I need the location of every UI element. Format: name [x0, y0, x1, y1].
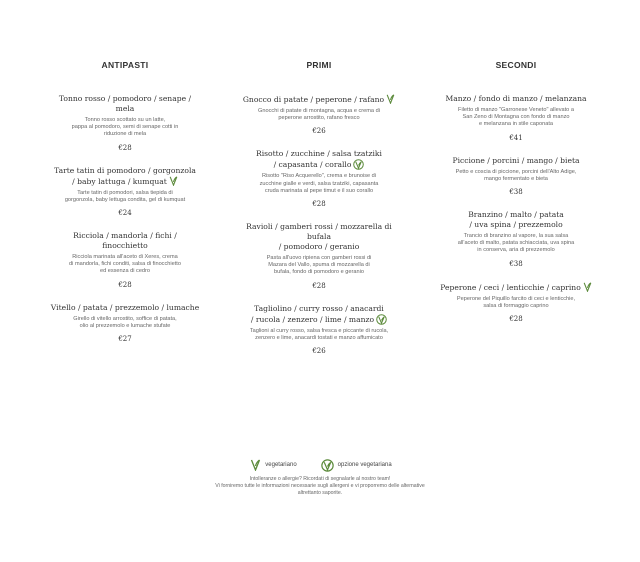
- dish-item: [50, 231, 200, 289]
- dish-item: [238, 304, 400, 355]
- vegetarian-option-icon: [353, 159, 364, 170]
- dish-description: Trancio di branzino al vapore, la sua salsa all'aceto di malto, patata schiacciata, uva spina in conserva, aria di prezzemolo: [457, 233, 575, 254]
- antipasti-column: [50, 60, 200, 357]
- dish-description: Taglioni al curry rosso, salsa fresca e piccante di rucola, zenzero e lime, anacardi tostati e manzo affumicato: [249, 327, 389, 341]
- section-heading: ANTIPASTI: [101, 60, 149, 70]
- dish-item: [50, 303, 200, 343]
- dish-description: Tarte tatin di pomodori, salsa tiepida di gorgonzola, baby lettuga condita, gel di kumquat: [64, 189, 186, 203]
- dish-description: Petto e coscia di piccione, porcini dell'Alto Adige, mango fermentato e bieta: [455, 168, 577, 182]
- dish-name: Tonno rosso / pomodoro / senape / mela: [58, 94, 192, 113]
- dish-description: Ricciola marinata all'aceto di Xeres, crema di mandorla, fichi conditi, salsa di finocchietto ed essenza di cedro: [69, 254, 181, 275]
- vegetarian-leaf-icon: [583, 282, 592, 292]
- vegetarian-leaf-icon: [169, 176, 178, 186]
- dish-name: Manzo / fondo di manzo / melanzana: [445, 94, 587, 103]
- section-heading: PRIMI: [306, 60, 332, 70]
- dish-price: €24: [118, 209, 132, 218]
- vegetarian-option-icon: [321, 459, 334, 472]
- section-heading: SECONDI: [495, 60, 537, 70]
- dish-item: [238, 222, 400, 290]
- dish-price: €41: [509, 133, 523, 142]
- dish-description: Pasta all'uovo ripiena con gamberi rossi di Mazara del Vallo, spuma di mozzarella di bufala, fondo di pomodoro e geranio: [266, 255, 372, 276]
- dish-name: Vitello / patata / prezzemolo / lumache: [50, 302, 200, 312]
- dish-name: Ravioli / gamberi rossi / mozzarella di bufala / pomodoro / geranio: [246, 222, 392, 252]
- dish-description: Gnocchi di patate di montagna, acqua e crema di peperone arrostito, rafano fresco: [258, 108, 380, 122]
- dish-price: €27: [118, 335, 132, 344]
- legend-vegetarian-option-label: opzione vegetariana: [337, 462, 392, 468]
- dish-item: [440, 282, 592, 323]
- secondi-column: [440, 60, 592, 337]
- vegetarian-option-icon: [376, 314, 387, 325]
- dish-price: €38: [509, 259, 523, 268]
- dish-item: [440, 156, 592, 196]
- dish-description: Tonno rosso scottato su un latte, pappa al pomodoro, semi di senape cotti in riduzione di mela: [71, 117, 179, 138]
- dish-price: €28: [312, 200, 326, 209]
- dish-description: Girello di vitello arrostito, soffice di patata, olio al prezzemolo e lumache stufate: [73, 315, 177, 329]
- dish-item: [238, 149, 400, 208]
- dish-item: [50, 94, 200, 152]
- primi-column: [238, 60, 400, 369]
- dish-price: €28: [312, 281, 326, 290]
- dish-price: €26: [312, 347, 326, 356]
- dish-name: Ricciola / mandorla / fichi / finocchietto: [73, 231, 177, 251]
- dish-item: [440, 94, 592, 142]
- dish-name: Gnocco di patate / peperone / rafano: [238, 94, 400, 105]
- dish-price: €26: [312, 127, 326, 136]
- dish-name: Risotto / zucchine / salsa tzatziki / capasanta / corallo: [256, 149, 382, 170]
- dish-name: Peperone / ceci / lenticchie / caprino: [440, 282, 592, 293]
- dish-item: [238, 94, 400, 135]
- vegetarian-leaf-icon: [386, 94, 395, 104]
- vegetarian-leaf-icon: [250, 459, 261, 471]
- dish-price: €28: [118, 143, 132, 152]
- dish-name: Piccione / porcini / mango / bieta: [452, 155, 580, 165]
- legend-vegetarian-label: vegetariano: [265, 462, 297, 468]
- dish-description: Peperone del Piquillo farcito di ceci e lenticchie, salsa di formaggio caprino: [456, 295, 576, 309]
- dish-price: €28: [509, 315, 523, 324]
- dish-item: [440, 210, 592, 268]
- icon-legend: [160, 458, 480, 472]
- dish-item: [50, 166, 200, 217]
- allergy-note: Intolleranze o allergie? Ricordati di segnalarle al nostro team! Vi forniremo tutte le informazioni necessarie sugli allergeni e vi proporremo delle alternative altrettanto saporite.: [215, 476, 425, 496]
- dish-description: Risotto "Riso Acquerello", crema e brunoise di zucchine gialle e verdi, salsa tzatziki, capasanta cruda marinata al pepe timut e il suo corallo: [259, 173, 379, 194]
- menu-footer: [160, 458, 480, 496]
- dish-price: €28: [118, 280, 132, 289]
- dish-name: Branzino / malto / patata / uva spina / prezzemolo: [468, 210, 564, 230]
- dish-price: €38: [509, 188, 523, 197]
- dish-name: Tarte tatin di pomodoro / gorgonzola / baby lattuga / kumquat: [54, 165, 196, 186]
- dish-name: Tagliolino / curry rosso / anacardi / rucola / zenzero / lime / manzo: [238, 304, 400, 325]
- dish-description: Filetto di manzo "Garronese Veneto" allevato a San Zeno di Montagna con fondo di manzo e melanzana in stile caponata: [458, 107, 574, 128]
